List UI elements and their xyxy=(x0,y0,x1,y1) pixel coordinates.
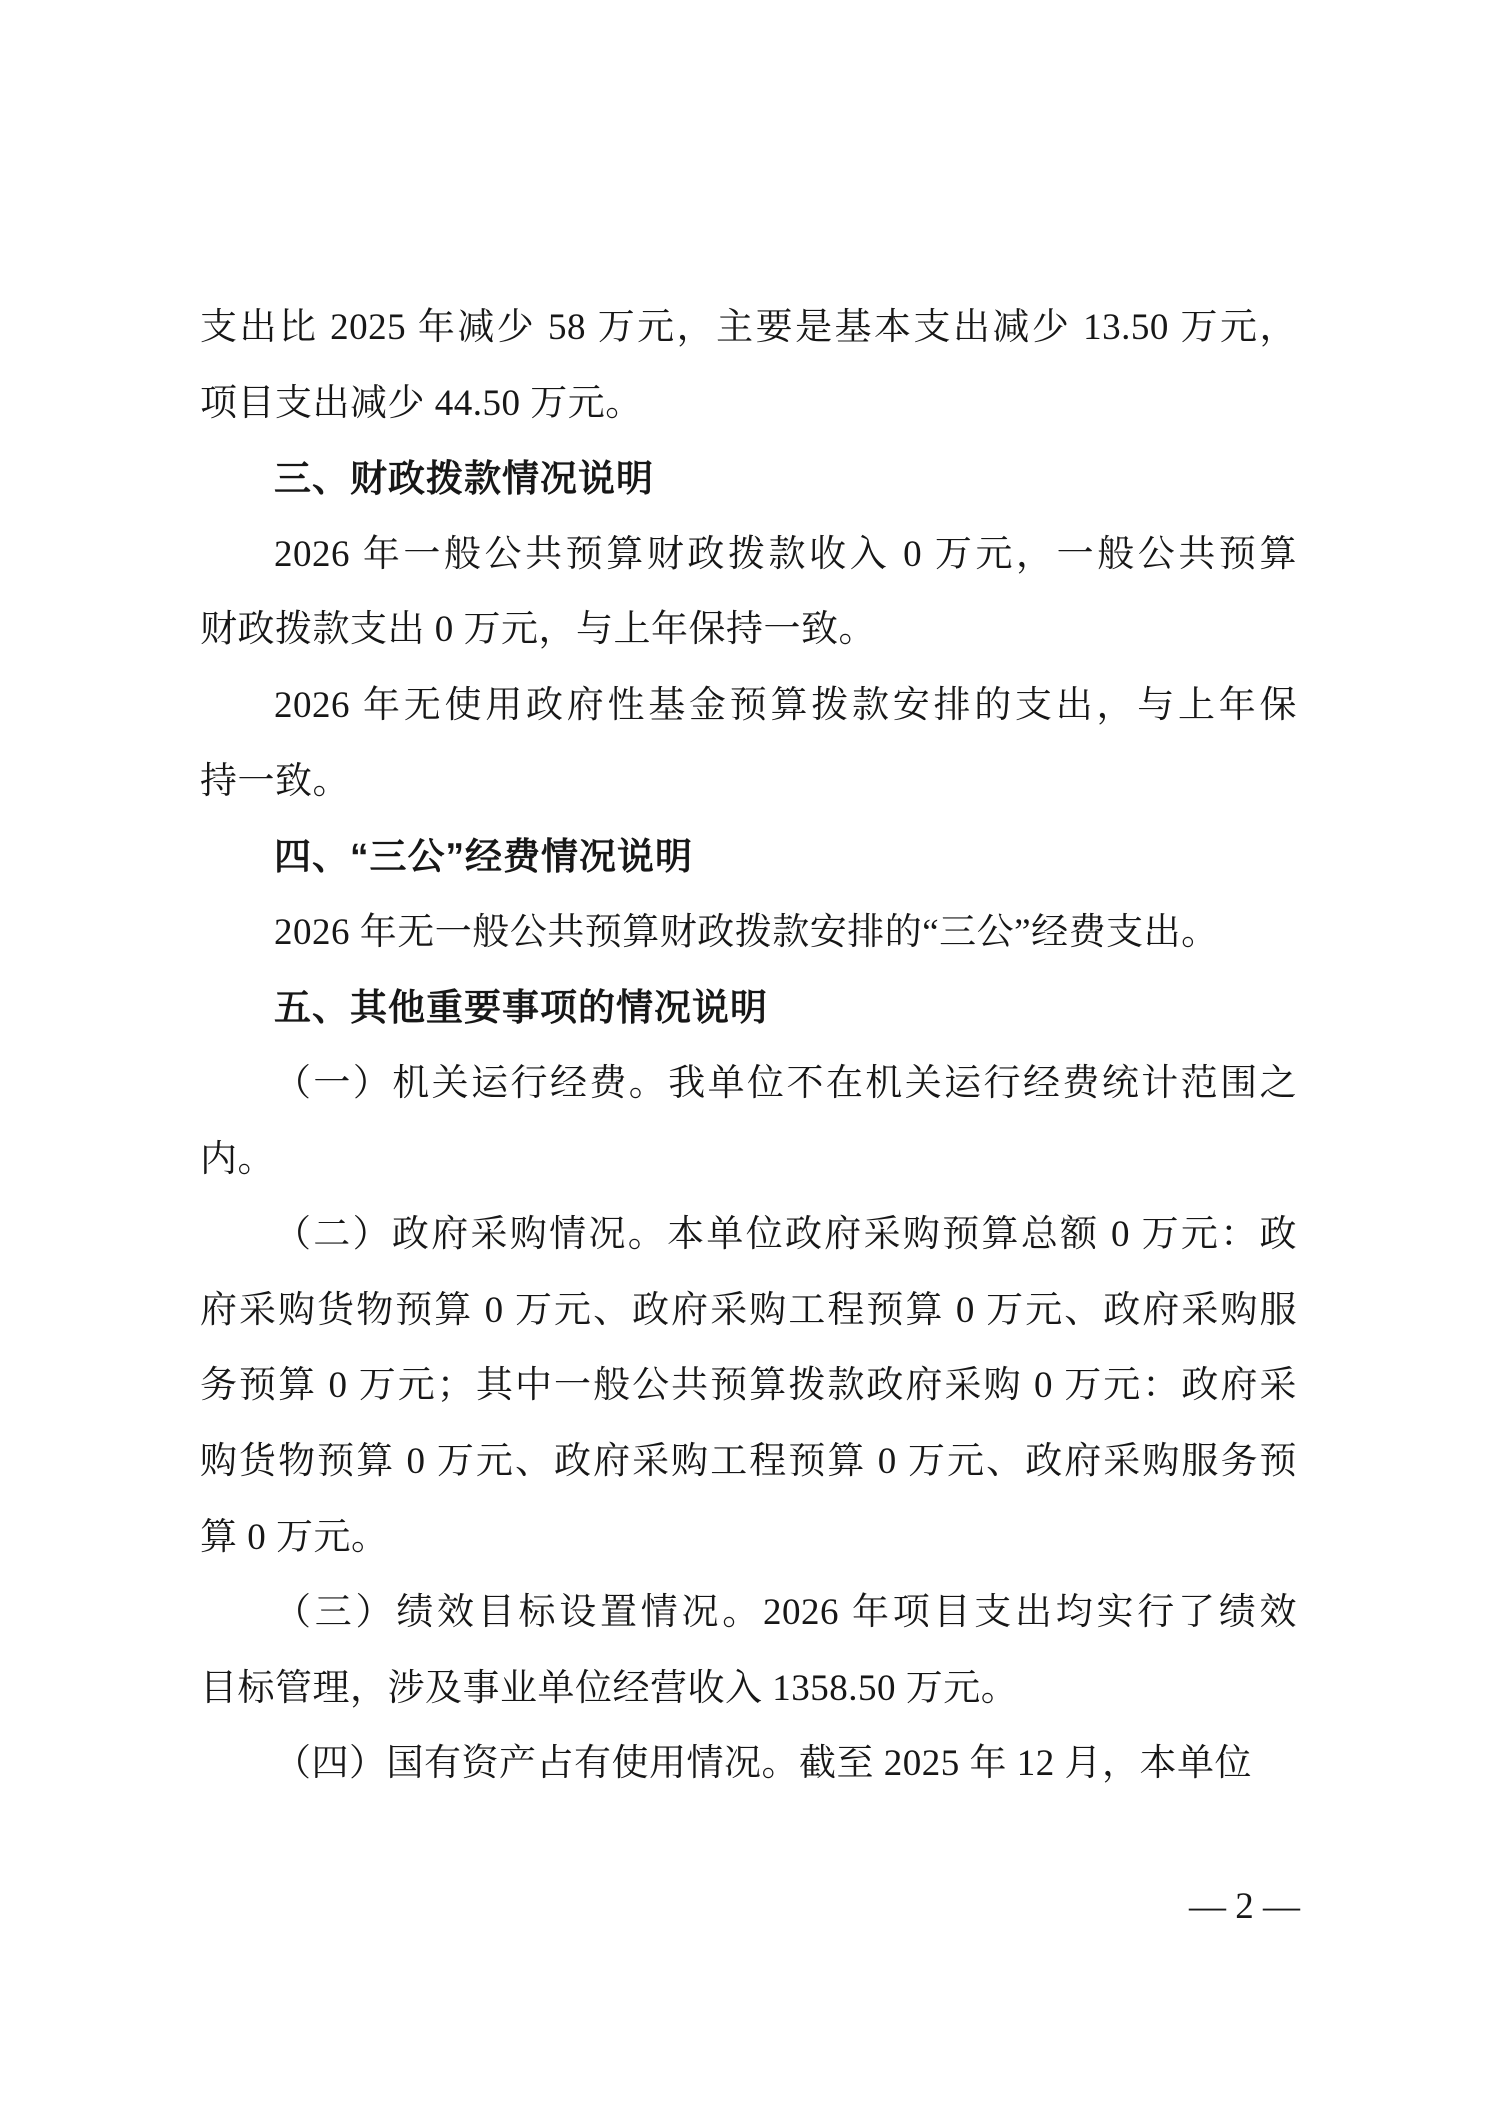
page-number: — 2 — xyxy=(1189,1886,1300,1927)
text-line: 2026 年无使用政府性基金预算拨款安排的支出，与上年保 xyxy=(274,684,1297,726)
heading-line: 五、其他重要事项的情况说明 xyxy=(274,987,768,1029)
body-paragraph xyxy=(200,1575,1297,1726)
text-line: （三）绩效目标设置情况。2026 年项目支出均实行了绩效 xyxy=(274,1592,1297,1634)
text-line: 2026 年无一般公共预算财政拨款安排的“三公”经费支出。 xyxy=(274,911,1219,953)
body-paragraph xyxy=(200,517,1297,668)
body-paragraph xyxy=(200,1726,1297,1802)
body-paragraph xyxy=(200,895,1297,971)
section-heading xyxy=(200,970,1297,1046)
body-paragraph xyxy=(200,1197,1297,1575)
text-line: 算 0 万元。 xyxy=(200,1516,389,1558)
text-line: 2026 年一般公共预算财政拨款收入 0 万元，一般公共预算 xyxy=(274,533,1297,575)
text-line: 务预算 0 万元；其中一般公共预算拨款政府采购 0 万元：政府采 xyxy=(200,1365,1297,1407)
heading-line: 三、财政拨款情况说明 xyxy=(274,458,654,500)
page-content xyxy=(200,290,1297,1802)
text-line: 内。 xyxy=(200,1138,275,1180)
text-line: 支出比 2025 年减少 58 万元，主要是基本支出减少 13.50 万元， xyxy=(200,307,1297,348)
body-paragraph xyxy=(200,290,1297,441)
text-line: 持一致。 xyxy=(200,760,350,802)
text-line: 项目支出减少 44.50 万元。 xyxy=(200,382,643,424)
body-paragraph xyxy=(200,668,1297,819)
body-paragraph xyxy=(200,1046,1297,1197)
text-line: （四）国有资产占有使用情况。截至 2025 年 12 月，本单位 xyxy=(274,1743,1252,1785)
section-heading xyxy=(200,441,1297,517)
section-heading xyxy=(200,819,1297,895)
text-line: （二）政府采购情况。本单位政府采购预算总额 0 万元：政 xyxy=(274,1214,1297,1256)
text-line: 财政拨款支出 0 万元，与上年保持一致。 xyxy=(200,609,876,651)
text-line: 购货物预算 0 万元、政府采购工程预算 0 万元、政府采购服务预 xyxy=(200,1440,1297,1482)
text-line: 目标管理，涉及事业单位经营收入 1358.50 万元。 xyxy=(200,1667,1019,1709)
text-line: （一）机关运行经费。我单位不在机关运行经费统计范围之 xyxy=(274,1062,1297,1104)
heading-line: 四、“三公”经费情况说明 xyxy=(274,836,693,878)
text-line: 府采购货物预算 0 万元、政府采购工程预算 0 万元、政府采购服 xyxy=(200,1289,1297,1331)
